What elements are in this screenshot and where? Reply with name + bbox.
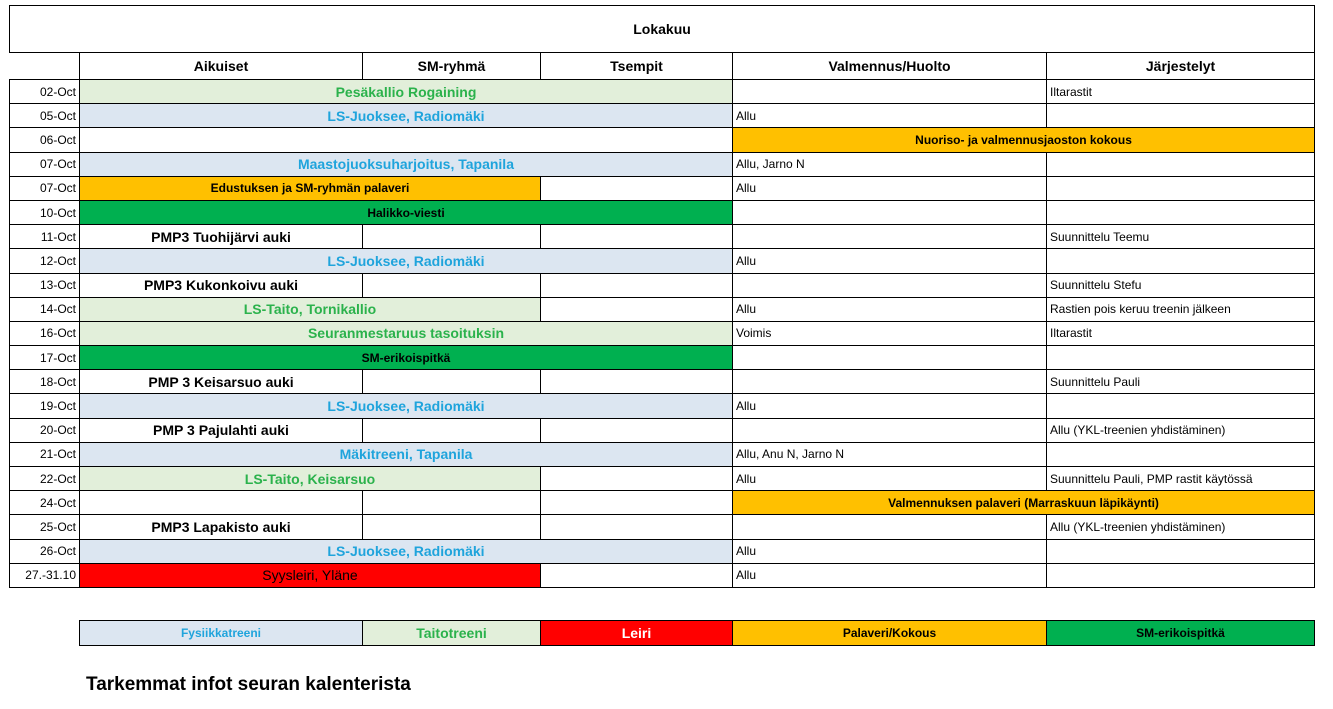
valmennus-cell: Allu [733, 104, 1047, 128]
jarjestelyt-cell: Iltarastit [1047, 321, 1315, 345]
event-cell: LS-Juoksee, Radiomäki [80, 539, 733, 563]
legend-row [80, 621, 1315, 646]
table-row [10, 80, 1315, 104]
event-cell: LS-Taito, Keisarsuo [80, 467, 541, 491]
tsempit-cell [541, 273, 733, 297]
calendar-table [9, 5, 1315, 588]
date-cell: 26-Oct [10, 539, 80, 563]
jarjestelyt-cell: Suunnittelu Pauli [1047, 370, 1315, 394]
table-row [10, 346, 1315, 370]
date-cell: 05-Oct [10, 104, 80, 128]
header-tsempit: Tsempit [541, 53, 733, 80]
valmennus-cell: Valmennuksen palaveri (Marraskuun läpikäynti) [733, 491, 1315, 515]
date-cell: 12-Oct [10, 249, 80, 273]
event-cell: SM-erikoispitkä [80, 346, 733, 370]
table-row [10, 104, 1315, 128]
jarjestelyt-cell [1047, 104, 1315, 128]
date-cell: 11-Oct [10, 225, 80, 249]
date-cell: 13-Oct [10, 273, 80, 297]
valmennus-cell [733, 370, 1047, 394]
sm-cell [363, 491, 541, 515]
table-row [10, 152, 1315, 176]
table-row [10, 297, 1315, 321]
valmennus-cell: Allu [733, 249, 1047, 273]
table-row [10, 225, 1315, 249]
tsempit-cell [541, 418, 733, 442]
table-row [10, 128, 1315, 152]
sm-cell [363, 225, 541, 249]
jarjestelyt-cell [1047, 200, 1315, 224]
header-aikuiset: Aikuiset [80, 53, 363, 80]
valmennus-cell [733, 225, 1047, 249]
valmennus-cell [733, 200, 1047, 224]
date-cell: 24-Oct [10, 491, 80, 515]
valmennus-cell: Nuoriso- ja valmennusjaoston kokous [733, 128, 1315, 152]
header-valmennus: Valmennus/Huolto [733, 53, 1047, 80]
jarjestelyt-cell [1047, 539, 1315, 563]
event-cell: LS-Juoksee, Radiomäki [80, 249, 733, 273]
event-cell: LS-Juoksee, Radiomäki [80, 104, 733, 128]
date-cell: 02-Oct [10, 80, 80, 104]
event-cell: Maastojuoksuharjoitus, Tapanila [80, 152, 733, 176]
date-header-cell [10, 53, 80, 80]
header-sm-ryhma: SM-ryhmä [363, 53, 541, 80]
jarjestelyt-cell: Iltarastit [1047, 80, 1315, 104]
table-row [10, 249, 1315, 273]
date-cell: 06-Oct [10, 128, 80, 152]
table-row [10, 370, 1315, 394]
date-cell: 27.-31.10 [10, 563, 80, 587]
jarjestelyt-cell: Rastien pois keruu treenin jälkeen [1047, 297, 1315, 321]
legend-table [79, 620, 1315, 646]
tsempit-cell [541, 176, 733, 200]
tsempit-cell [541, 491, 733, 515]
event-cell: LS-Taito, Tornikallio [80, 297, 541, 321]
valmennus-cell: Voimis [733, 321, 1047, 345]
date-cell: 20-Oct [10, 418, 80, 442]
table-row [10, 418, 1315, 442]
valmennus-cell [733, 515, 1047, 539]
table-row [10, 491, 1315, 515]
valmennus-cell: Allu, Anu N, Jarno N [733, 442, 1047, 466]
header-jarjestelyt: Järjestelyt [1047, 53, 1315, 80]
footer-note: Tarkemmat infot seuran kalenterista [86, 674, 411, 695]
date-cell: 16-Oct [10, 321, 80, 345]
date-cell: 14-Oct [10, 297, 80, 321]
tsempit-cell [541, 225, 733, 249]
event-cell [80, 128, 733, 152]
table-row [10, 200, 1315, 224]
date-cell: 07-Oct [10, 152, 80, 176]
tsempit-cell [541, 297, 733, 321]
date-cell: 21-Oct [10, 442, 80, 466]
valmennus-cell [733, 418, 1047, 442]
event-cell: LS-Juoksee, Radiomäki [80, 394, 733, 418]
tsempit-cell [541, 370, 733, 394]
event-cell [80, 491, 363, 515]
date-cell: 17-Oct [10, 346, 80, 370]
valmennus-cell: Allu [733, 394, 1047, 418]
legend-fysiikka: Fysiikkatreeni [80, 621, 363, 646]
jarjestelyt-cell: Suunnittelu Pauli, PMP rastit käytössä [1047, 467, 1315, 491]
event-cell: PMP3 Kukonkoivu auki [80, 273, 363, 297]
tsempit-cell [541, 467, 733, 491]
legend-leiri: Leiri [541, 621, 733, 646]
valmennus-cell: Allu [733, 467, 1047, 491]
jarjestelyt-cell: Suunnittelu Teemu [1047, 225, 1315, 249]
jarjestelyt-cell: Suunnittelu Stefu [1047, 273, 1315, 297]
jarjestelyt-cell [1047, 563, 1315, 587]
valmennus-cell [733, 273, 1047, 297]
valmennus-cell [733, 80, 1047, 104]
date-cell: 07-Oct [10, 176, 80, 200]
date-cell: 10-Oct [10, 200, 80, 224]
table-row [10, 442, 1315, 466]
jarjestelyt-cell [1047, 394, 1315, 418]
month-title: Lokakuu [10, 6, 1315, 53]
event-cell: PMP3 Tuohijärvi auki [80, 225, 363, 249]
valmennus-cell: Allu [733, 563, 1047, 587]
event-cell: Mäkitreeni, Tapanila [80, 442, 733, 466]
title-row [10, 6, 1315, 53]
valmennus-cell: Allu, Jarno N [733, 152, 1047, 176]
valmennus-cell: Allu [733, 539, 1047, 563]
table-row [10, 515, 1315, 539]
date-cell: 25-Oct [10, 515, 80, 539]
jarjestelyt-cell [1047, 152, 1315, 176]
table-row [10, 176, 1315, 200]
event-cell: PMP 3 Pajulahti auki [80, 418, 363, 442]
event-cell: Seuranmestaruus tasoituksin [80, 321, 733, 345]
date-cell: 18-Oct [10, 370, 80, 394]
jarjestelyt-cell [1047, 249, 1315, 273]
jarjestelyt-cell [1047, 442, 1315, 466]
jarjestelyt-cell [1047, 176, 1315, 200]
valmennus-cell: Allu [733, 297, 1047, 321]
tsempit-cell [541, 563, 733, 587]
sm-cell [363, 418, 541, 442]
event-cell: Edustuksen ja SM-ryhmän palaveri [80, 176, 541, 200]
header-row [10, 53, 1315, 80]
legend-taito: Taitotreeni [363, 621, 541, 646]
table-row [10, 273, 1315, 297]
event-cell: Syysleiri, Yläne [80, 563, 541, 587]
table-row [10, 563, 1315, 587]
table-row [10, 394, 1315, 418]
legend-palaveri: Palaveri/Kokous [733, 621, 1047, 646]
sm-cell [363, 515, 541, 539]
sm-cell [363, 370, 541, 394]
table-row [10, 321, 1315, 345]
date-cell: 19-Oct [10, 394, 80, 418]
valmennus-cell [733, 346, 1047, 370]
jarjestelyt-cell [1047, 346, 1315, 370]
event-cell: PMP 3 Keisarsuo auki [80, 370, 363, 394]
date-cell: 22-Oct [10, 467, 80, 491]
legend-sm: SM-erikoispitkä [1047, 621, 1315, 646]
table-row [10, 467, 1315, 491]
event-cell: PMP3 Lapakisto auki [80, 515, 363, 539]
valmennus-cell: Allu [733, 176, 1047, 200]
jarjestelyt-cell: Allu (YKL-treenien yhdistäminen) [1047, 418, 1315, 442]
tsempit-cell [541, 515, 733, 539]
table-row [10, 539, 1315, 563]
event-cell: Halikko-viesti [80, 200, 733, 224]
event-cell: Pesäkallio Rogaining [80, 80, 733, 104]
sm-cell [363, 273, 541, 297]
jarjestelyt-cell: Allu (YKL-treenien yhdistäminen) [1047, 515, 1315, 539]
